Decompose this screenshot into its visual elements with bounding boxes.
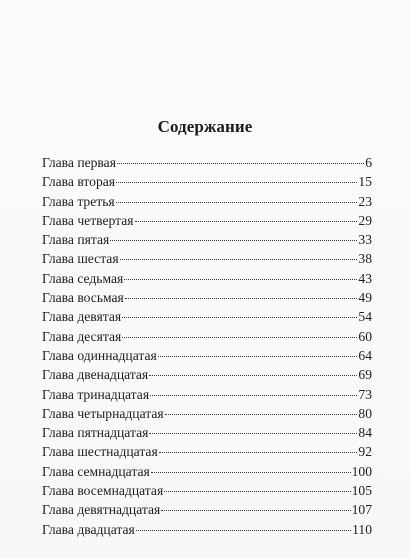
toc-entry-page: 60 — [358, 328, 372, 344]
toc-entry-label: Глава двенадцатая — [42, 367, 149, 383]
toc-entry-label: Глава восемнадцатая — [42, 483, 164, 499]
toc-entry-page: 43 — [358, 270, 372, 286]
toc-entry-label: Глава восьмая — [42, 290, 124, 306]
toc-entry — [42, 192, 372, 211]
toc-list — [42, 153, 372, 539]
dot-leader — [164, 491, 350, 492]
toc-entry-page: 69 — [358, 367, 372, 383]
toc-entry — [42, 404, 372, 423]
dot-leader — [165, 414, 358, 415]
dot-leader — [125, 298, 358, 299]
toc-entry-label: Глава пятая — [42, 232, 110, 248]
toc-entry-page: 6 — [365, 155, 372, 170]
toc-entry — [42, 365, 372, 384]
toc-entry-page: 107 — [351, 502, 372, 518]
toc-entry — [42, 230, 372, 249]
dot-leader — [124, 279, 357, 280]
toc-entry-label: Глава первая — [42, 155, 116, 170]
toc-entry-page: 54 — [358, 309, 372, 325]
toc-entry-label: Глава третья — [42, 193, 115, 209]
dot-leader — [135, 221, 358, 222]
dot-leader — [159, 452, 358, 453]
toc-entry-page: 29 — [358, 212, 372, 228]
dot-leader — [149, 375, 357, 376]
toc-entry — [42, 327, 372, 346]
dot-leader — [136, 530, 351, 531]
toc-entry — [42, 500, 372, 519]
toc-entry-page: 110 — [352, 521, 372, 537]
toc-entry — [42, 385, 372, 404]
toc-entry — [42, 442, 372, 461]
toc-entry-label: Глава шестнадцатая — [42, 444, 158, 460]
dot-leader — [117, 163, 364, 164]
dot-leader — [158, 356, 358, 357]
dot-leader — [110, 240, 357, 241]
toc-entry-page: 105 — [351, 483, 372, 499]
toc-entry-page: 100 — [351, 463, 372, 479]
dot-leader — [151, 472, 351, 473]
toc-entry-label: Глава девятнадцатая — [42, 502, 161, 518]
toc-entry — [42, 288, 372, 307]
toc-entry-page: 15 — [358, 174, 372, 190]
toc-entry-page: 23 — [358, 193, 372, 209]
toc-entry-page: 38 — [358, 251, 372, 267]
toc-entry-label: Глава двадцатая — [42, 521, 135, 537]
toc-entry-label: Глава седьмая — [42, 270, 124, 286]
dot-leader — [161, 510, 350, 511]
toc-entry-label: Глава семнадцатая — [42, 463, 150, 479]
toc-entry — [42, 481, 372, 500]
dot-leader — [120, 259, 358, 260]
toc-entry-page: 64 — [358, 347, 372, 363]
toc-entry-label: Глава четырнадцатая — [42, 405, 164, 421]
toc-entry — [42, 249, 372, 268]
toc-entry-page: 49 — [358, 290, 372, 306]
toc-entry-page: 33 — [358, 232, 372, 248]
dot-leader — [150, 395, 357, 396]
toc-entry-page: 80 — [358, 405, 372, 421]
toc-entry — [42, 346, 372, 365]
toc-entry-page: 84 — [358, 425, 372, 441]
dot-leader — [122, 337, 357, 338]
dot-leader — [122, 317, 357, 318]
toc-entry — [42, 211, 372, 230]
toc-entry — [42, 153, 372, 172]
toc-title: Содержание — [157, 117, 253, 136]
toc-entry-label: Глава шестая — [42, 251, 119, 267]
dot-leader — [116, 202, 358, 203]
toc-entry — [42, 307, 372, 326]
toc-entry — [42, 462, 372, 481]
toc-entry — [42, 269, 372, 288]
toc-entry — [42, 172, 372, 191]
toc-entry — [42, 520, 372, 539]
toc-entry — [42, 423, 372, 442]
toc-entry-label: Глава тринадцатая — [42, 386, 150, 402]
toc-entry-label: Глава девятая — [42, 309, 122, 325]
toc-entry-label: Глава вторая — [42, 174, 116, 190]
dot-leader — [149, 433, 357, 434]
toc-entry-label: Глава одиннадцатая — [42, 347, 157, 363]
toc-entry-page: 92 — [358, 444, 372, 460]
toc-entry-label: Глава четвертая — [42, 212, 134, 228]
toc-entry-label: Глава пятнадцатая — [42, 425, 149, 441]
dot-leader — [116, 182, 357, 183]
toc-entry-label: Глава десятая — [42, 328, 122, 344]
toc-entry-page: 73 — [358, 386, 372, 402]
